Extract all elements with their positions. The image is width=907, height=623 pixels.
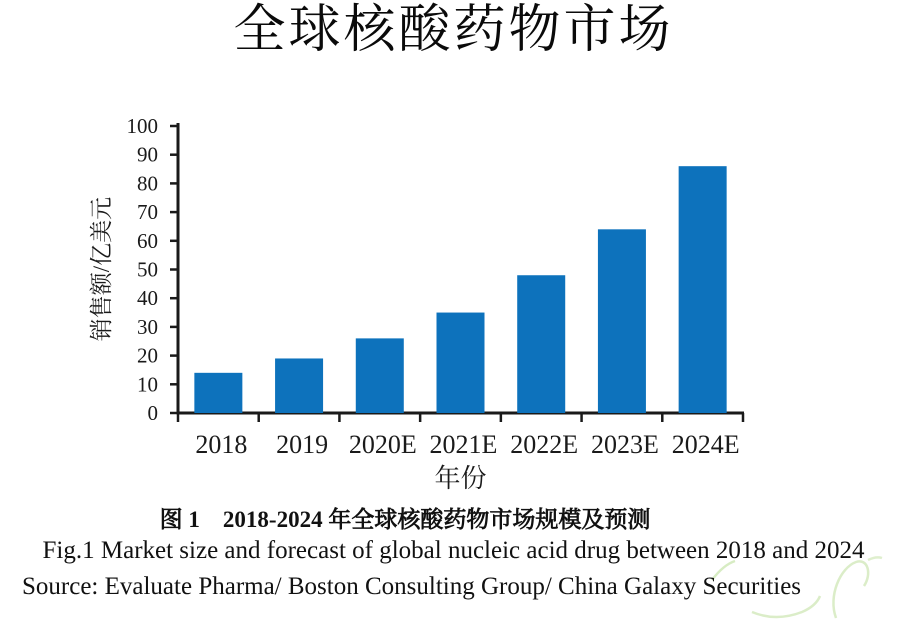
bar-2023e: [598, 229, 646, 413]
bar-2021e: [437, 313, 485, 413]
y-tick-label: 20: [137, 343, 158, 368]
y-tick-label: 50: [137, 257, 158, 282]
scribble-stroke: [833, 561, 868, 618]
figure-caption-zh: 图 1 2018-2024 年全球核酸药物市场规模及预测: [159, 507, 651, 532]
bar-2020e: [356, 338, 404, 413]
x-tick-label: 2018: [195, 430, 248, 459]
chart-title: 全球核酸药物市场: [233, 2, 674, 59]
bar-2019: [275, 358, 323, 413]
y-tick-label: 90: [137, 142, 158, 167]
y-tick-label: 40: [137, 286, 158, 311]
bar-2022e: [517, 275, 565, 413]
y-tick-label: 10: [137, 372, 158, 397]
x-tick-label: 2024E: [671, 430, 740, 459]
y-axis-title: 销售额/亿美元: [89, 196, 114, 342]
y-tick-label: 60: [137, 228, 158, 253]
source-line: Source: Evaluate Pharma/ Boston Consulting Group/ China Galaxy Securities: [22, 573, 802, 600]
x-tick-label: 2020E: [348, 430, 417, 459]
y-tick-label: 70: [137, 200, 158, 225]
y-tick-label: 30: [137, 314, 158, 339]
x-tick-label: 2021E: [429, 430, 498, 459]
y-tick-label: 80: [137, 171, 158, 196]
y-tick-label: 0: [147, 401, 158, 425]
x-tick-label: 2023E: [590, 430, 659, 459]
x-tick-label: 2022E: [510, 430, 579, 459]
bar-2018: [194, 373, 242, 413]
x-axis-title: 年份: [434, 464, 487, 493]
y-tick-label: 100: [126, 114, 158, 138]
figure-caption-en: Fig.1 Market size and forecast of global nucleic acid drug between 2018 and 2024: [42, 537, 865, 564]
x-tick-label: 2019: [276, 430, 329, 459]
bar-2024e: [679, 166, 727, 413]
